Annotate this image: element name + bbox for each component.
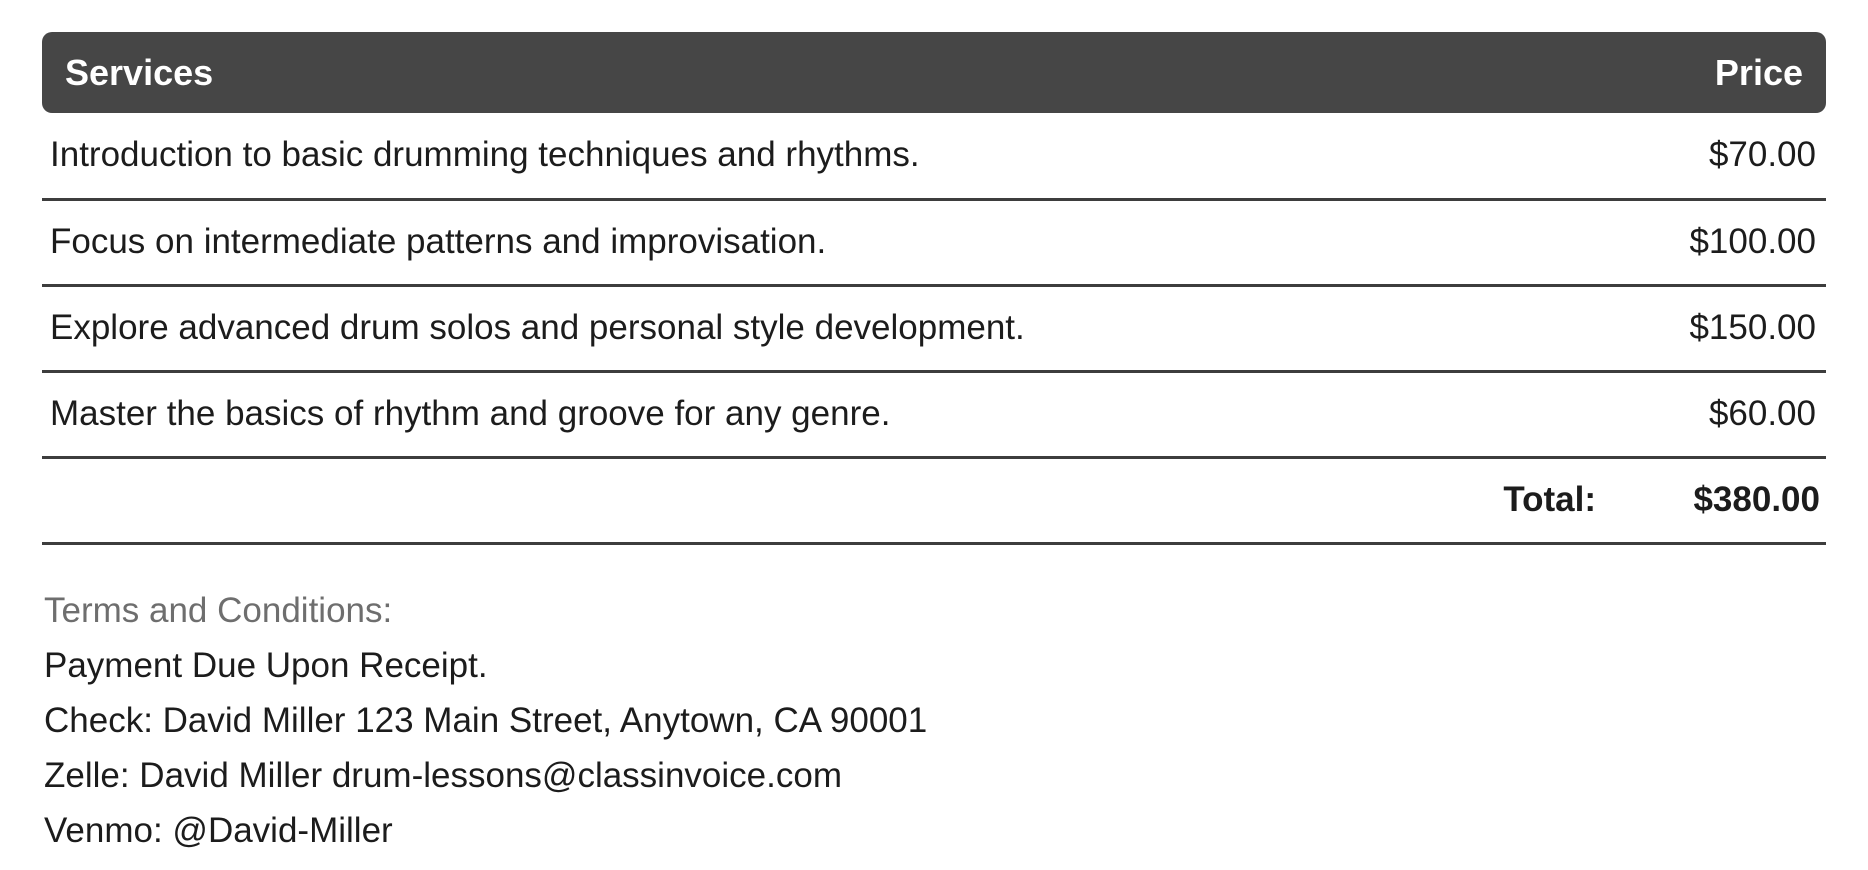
terms-line: Check: David Miller 123 Main Street, Anytown, CA 90001 bbox=[44, 700, 928, 740]
table-row bbox=[42, 371, 1826, 457]
services-table-body bbox=[42, 113, 1826, 543]
total-row bbox=[42, 457, 1826, 543]
terms-line: Zelle: David Miller drum-lessons@classinvoice.com bbox=[44, 755, 842, 795]
table-row bbox=[42, 199, 1826, 285]
terms-lines bbox=[44, 638, 1826, 858]
terms-section bbox=[42, 583, 1826, 858]
price-column-header: Price bbox=[1596, 32, 1826, 113]
service-price: $60.00 bbox=[1596, 371, 1826, 457]
service-price: $150.00 bbox=[1596, 285, 1826, 371]
terms-heading: Terms and Conditions: bbox=[44, 590, 393, 630]
header-row bbox=[42, 32, 1826, 113]
total-label: Total: bbox=[42, 457, 1596, 543]
terms-line: Payment Due Upon Receipt. bbox=[44, 645, 488, 685]
service-description: Introduction to basic drumming techniques and rhythms. bbox=[42, 113, 1596, 199]
service-description: Master the basics of rhythm and groove for any genre. bbox=[42, 371, 1596, 457]
service-description: Focus on intermediate patterns and improvisation. bbox=[42, 199, 1596, 285]
table-row bbox=[42, 285, 1826, 371]
terms-line: Venmo: @David-Miller bbox=[44, 810, 393, 850]
services-table bbox=[42, 32, 1826, 545]
service-description: Explore advanced drum solos and personal style development. bbox=[42, 285, 1596, 371]
service-price: $70.00 bbox=[1596, 113, 1826, 199]
table-row bbox=[42, 113, 1826, 199]
services-column-header: Services bbox=[42, 32, 1596, 113]
service-price: $100.00 bbox=[1596, 199, 1826, 285]
total-value: $380.00 bbox=[1596, 457, 1826, 543]
services-table-header bbox=[42, 32, 1826, 113]
